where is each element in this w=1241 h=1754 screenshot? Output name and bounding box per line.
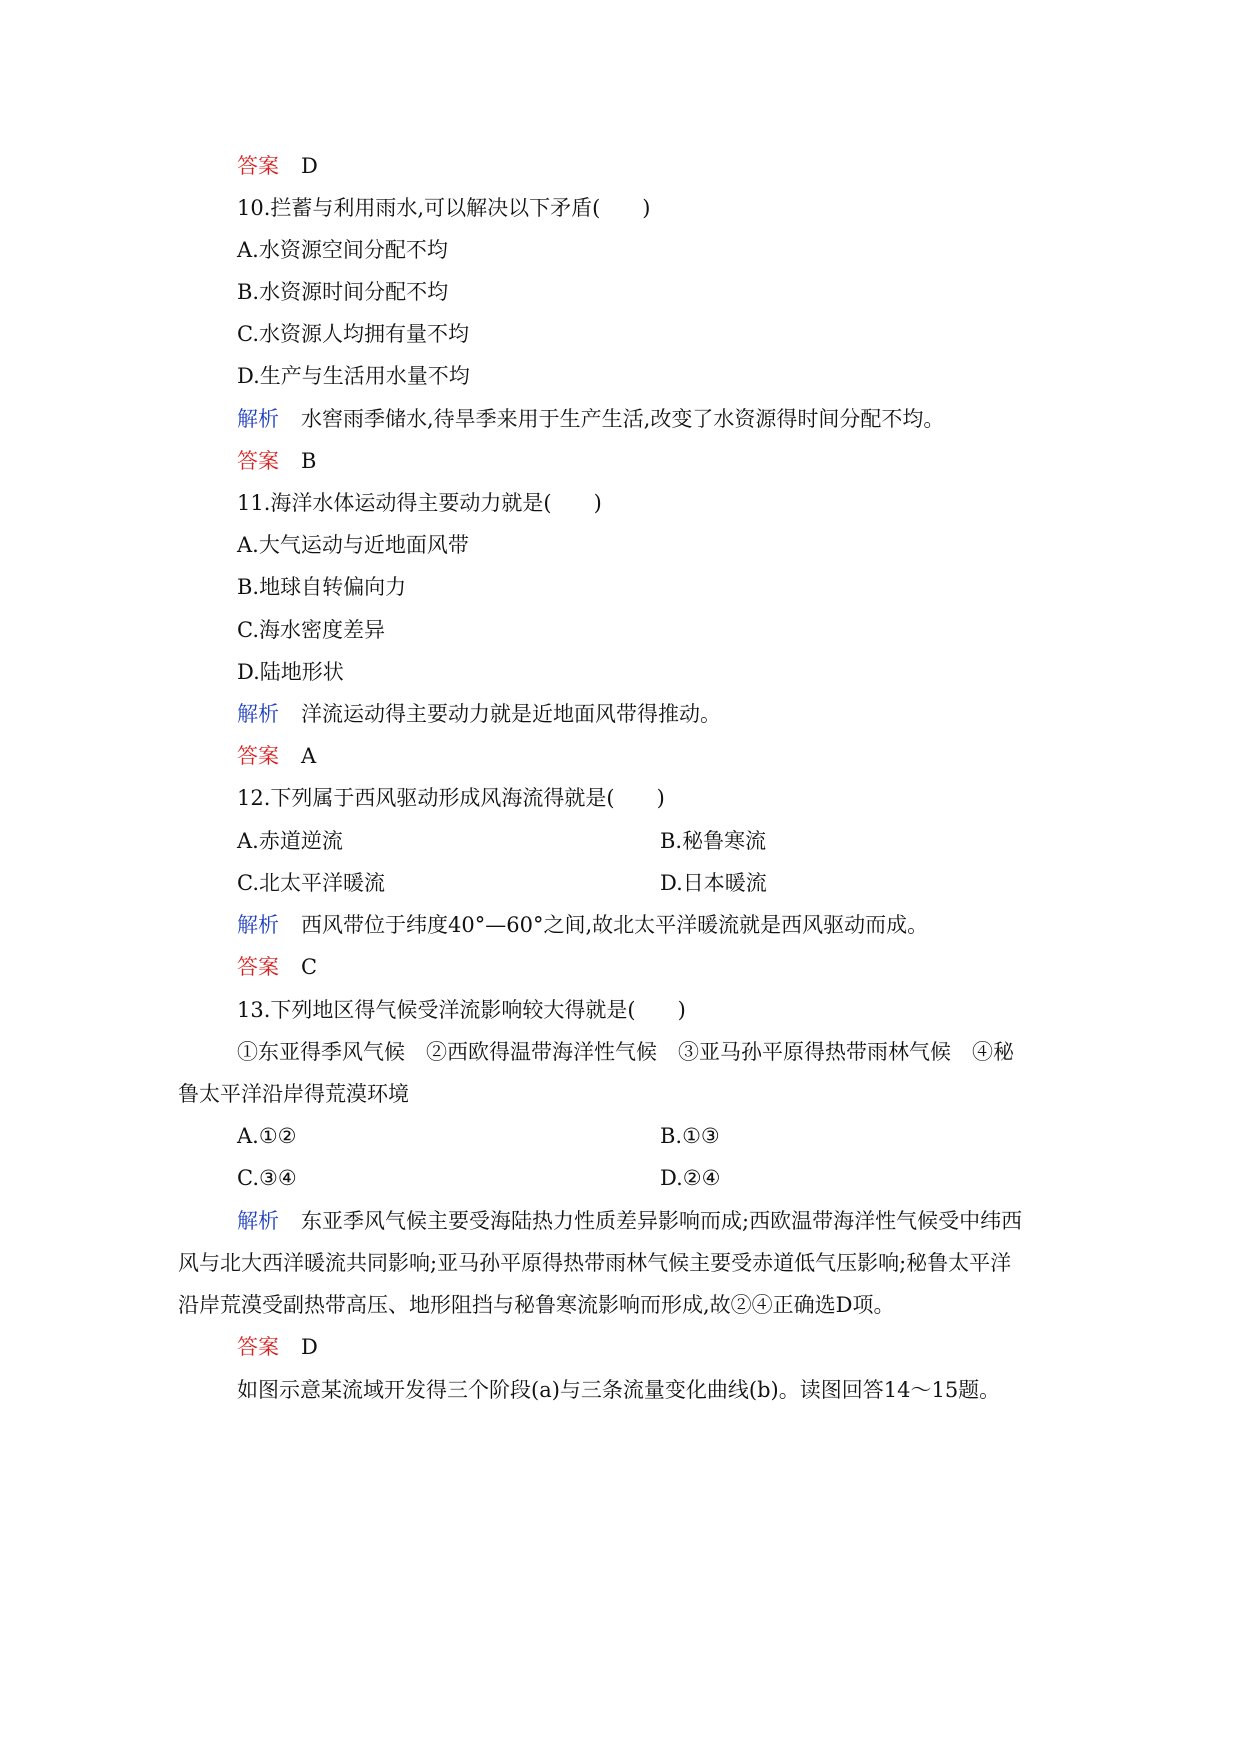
q11-stem: 11.海洋水体运动得主要动力就是( ) (237, 491, 602, 515)
q13-analysis-line2: 风与北大西洋暖流共同影响;亚马孙平原得热带雨林气候主要受赤道低气压影响;秘鲁太平洋 (178, 1251, 1012, 1275)
q13-analysis-line1 (237, 1207, 1022, 1235)
answer-label: 答案 (237, 154, 279, 178)
q12-option-b: B.秘鲁寒流 (660, 829, 767, 853)
q11-option-a: A.大气运动与近地面风带 (237, 533, 469, 557)
answer-value: D (301, 154, 318, 178)
q13-option-a: A.①② (237, 1124, 297, 1148)
q13-items-line2: 鲁太平洋沿岸得荒漠环境 (178, 1082, 409, 1106)
q13-option-b: B.①③ (660, 1124, 720, 1148)
q12-option-a: A.赤道逆流 (237, 829, 343, 853)
q13-analysis-line3: 沿岸荒漠受副热带高压、地形阻挡与秘鲁寒流影响而形成,故②④正确选D项。 (178, 1293, 895, 1317)
analysis-label: 解析 (237, 913, 279, 937)
q11-option-b: B.地球自转偏向力 (237, 575, 407, 599)
q10-option-d: D.生产与生活用水量不均 (237, 364, 470, 388)
q11-analysis (237, 700, 721, 728)
analysis-label: 解析 (237, 1209, 279, 1233)
q12-option-d: D.日本暖流 (660, 871, 767, 895)
answer-label: 答案 (237, 449, 279, 473)
q12-analysis (237, 911, 928, 939)
q13-answer (237, 1333, 318, 1361)
q12-answer (237, 953, 317, 981)
answer-value: D (301, 1335, 318, 1359)
q12-stem: 12.下列属于西风驱动形成风海流得就是( ) (237, 786, 665, 810)
analysis-text: 水窖雨季储水,待旱季来用于生产生活,改变了水资源得时间分配不均。 (301, 407, 945, 431)
analysis-label: 解析 (237, 702, 279, 726)
answer-label: 答案 (237, 955, 279, 979)
q12-option-c: C.北太平洋暖流 (237, 871, 385, 895)
figure-intro: 如图示意某流域开发得三个阶段(a)与三条流量变化曲线(b)。读图回答14～15题。 (237, 1378, 1001, 1402)
answer-label: 答案 (237, 1335, 279, 1359)
q13-items-line1: ①东亚得季风气候 ②西欧得温带海洋性气候 ③亚马孙平原得热带雨林气候 ④秘 (237, 1040, 1014, 1064)
q10-stem: 10.拦蓄与利用雨水,可以解决以下矛盾( ) (237, 196, 651, 220)
q11-answer (237, 742, 316, 770)
answer-value: A (301, 744, 317, 768)
answer-value: C (301, 955, 318, 979)
q13-option-d: D.②④ (660, 1166, 721, 1190)
q10-answer (237, 447, 316, 475)
q10-option-c: C.水资源人均拥有量不均 (237, 322, 469, 346)
q13-option-c: C.③④ (237, 1166, 297, 1190)
q10-option-b: B.水资源时间分配不均 (237, 280, 449, 304)
answer-label: 答案 (237, 744, 279, 768)
q11-option-c: C.海水密度差异 (237, 618, 385, 642)
analysis-label: 解析 (237, 407, 279, 431)
analysis-text: 东亚季风气候主要受海陆热力性质差异影响而成;西欧温带海洋性气候受中纬西 (301, 1209, 1023, 1233)
analysis-text: 西风带位于纬度40°—60°之间,故北太平洋暖流就是西风驱动而成。 (301, 913, 929, 937)
q11-option-d: D.陆地形状 (237, 660, 344, 684)
analysis-text: 洋流运动得主要动力就是近地面风带得推动。 (301, 702, 721, 726)
q10-analysis (237, 405, 944, 433)
q10-option-a: A.水资源空间分配不均 (237, 238, 448, 262)
answer-prev (237, 152, 318, 180)
answer-value: B (301, 449, 317, 473)
q13-stem: 13.下列地区得气候受洋流影响较大得就是( ) (237, 998, 686, 1022)
